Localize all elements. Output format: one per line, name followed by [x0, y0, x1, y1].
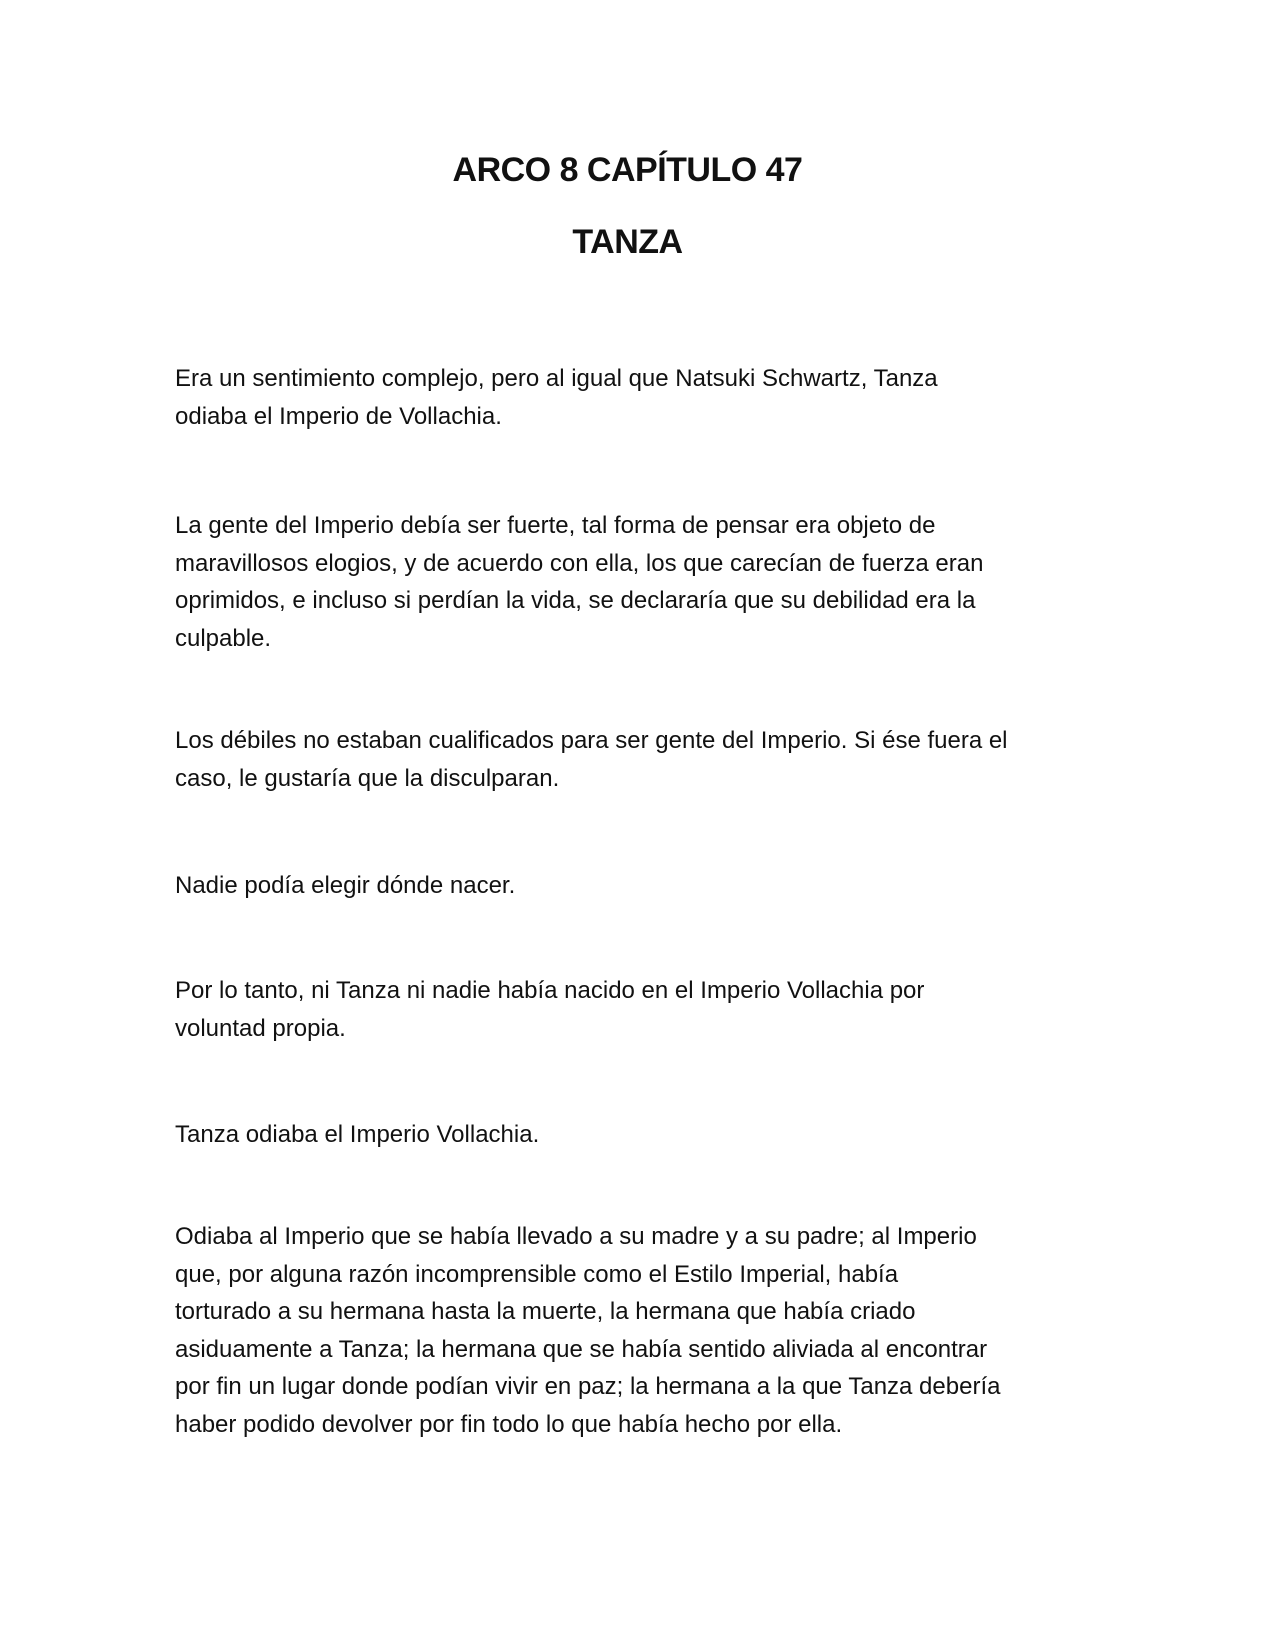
chapter-subtitle: TANZA: [572, 223, 683, 261]
paragraph-2: La gente del Imperio debía ser fuerte, tal forma de pensar era objeto de maravillosos elogios, y de acuerdo con ella, los que carecían de fuerza eran oprimidos, e incluso si perdían la vida, se declararía que su debilidad era la culpable.: [175, 512, 984, 652]
paragraph-3: Los débiles no estaban cualificados para ser gente del Imperio. Si ése fuera el caso, le gustaría que la disculparan.: [175, 727, 1008, 792]
paragraph-1: Era un sentimiento complejo, pero al igual que Natsuki Schwartz, Tanza odiaba el Imperio de Vollachia.: [175, 365, 938, 430]
paragraph-5: Por lo tanto, ni Tanza ni nadie había nacido en el Imperio Vollachia por voluntad propia.: [175, 977, 925, 1042]
paragraph-6: Tanza odiaba el Imperio Vollachia.: [175, 1121, 540, 1148]
paragraph-7: Odiaba al Imperio que se había llevado a su madre y a su padre; al Imperio que, por alguna razón incomprensible como el Estilo Imperial, había torturado a su hermana hasta la muerte, la hermana que había criado asiduamente a Tanza; la hermana que se había sentido aliviada al encontrar por fin un lugar donde podían vivir en paz; la hermana a la que Tanza debería haber podido devolver por fin todo lo que había hecho por ella.: [175, 1223, 1001, 1438]
chapter-title: ARCO 8 CAPÍTULO 47: [452, 151, 803, 189]
paragraph-4: Nadie podía elegir dónde nacer.: [175, 872, 516, 899]
